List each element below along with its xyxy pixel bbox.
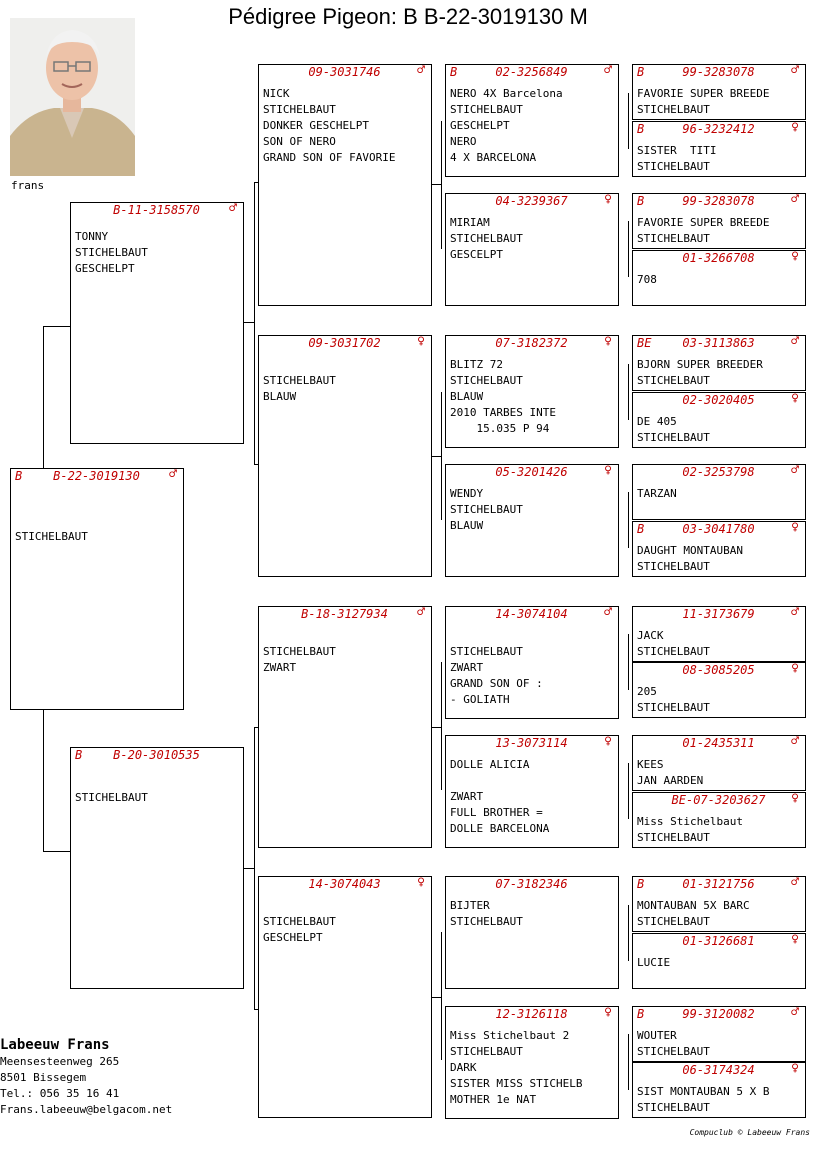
owner-phone: Tel.: 056 35 16 41 (0, 1087, 120, 1100)
pigeon-details (75, 774, 241, 806)
detail-line: NICK (263, 87, 290, 100)
ring-prefix: B (450, 65, 458, 79)
detail-line: DAUGHT MONTAUBAN (637, 544, 743, 557)
pigeon-subject (10, 468, 184, 710)
detail-line (263, 898, 429, 914)
female-symbol-icon: ♀ (791, 120, 799, 135)
ring-number: B-20-3010535 (113, 748, 200, 762)
detail-line: STICHELBAUT (637, 232, 710, 245)
pigeon-details (450, 898, 616, 930)
pigeon-details (263, 898, 429, 946)
connector (628, 492, 629, 548)
pigeon-details (637, 143, 803, 175)
ring-number: 07-3182372 (495, 336, 568, 350)
detail-line: STICHELBAUT (75, 791, 148, 804)
detail-line: BJORN SUPER BREEDER (637, 358, 763, 371)
detail-line: STICHELBAUT (450, 503, 523, 516)
connector (628, 905, 629, 961)
pigeon-details (450, 1028, 616, 1108)
pigeon-gen4 (632, 1006, 806, 1062)
owner-photo (10, 18, 135, 176)
detail-line: ZWART (450, 790, 484, 803)
pigeon-details (637, 814, 803, 846)
detail-line: TONNY (75, 230, 109, 243)
ring-number: B-22-3019130 (53, 469, 140, 483)
detail-line: STICHELBAUT (637, 374, 710, 387)
pigeon-sire-dam (258, 335, 432, 577)
pigeon-details (637, 272, 803, 288)
female-symbol-icon: ♀ (791, 932, 799, 947)
pigeon-dam-dam-sire (445, 876, 619, 989)
detail-line: 708 (637, 273, 657, 286)
owner-address: Meensesteenweg 265 (0, 1055, 120, 1068)
detail-line: - GOLIATH (450, 693, 510, 706)
pigeon-details (263, 86, 429, 166)
connector (431, 997, 441, 998)
pigeon-details (263, 628, 429, 676)
ring-number: 96-3232412 (682, 122, 755, 136)
detail-line (263, 357, 429, 373)
detail-line: MONTAUBAN 5X BARC (637, 899, 750, 912)
pigeon-details (450, 357, 616, 437)
detail-line: STICHELBAUT (637, 1045, 710, 1058)
connector (441, 121, 442, 249)
connector (431, 456, 441, 457)
ring-prefix: B (75, 748, 83, 762)
ring-number: 04-3239367 (495, 194, 568, 208)
detail-line (15, 513, 181, 529)
detail-line: NERO (450, 135, 477, 148)
detail-line (263, 628, 429, 644)
detail-line: STICHELBAUT (637, 160, 710, 173)
pigeon-gen4 (632, 193, 806, 249)
detail-line: FAVORIE SUPER BREEDE (637, 87, 770, 100)
detail-line: JAN AARDEN (637, 774, 704, 787)
detail-line: BLAUW (450, 390, 484, 403)
connector (43, 326, 44, 468)
detail-line: BIJTER (450, 899, 490, 912)
ring-number: 99-3120082 (682, 1007, 755, 1021)
detail-line: STICHELBAUT (637, 103, 710, 116)
ring-prefix: B (637, 1007, 645, 1021)
detail-line: STICHELBAUT (263, 915, 336, 928)
male-symbol-icon: ♂ (791, 875, 799, 890)
detail-line: GESCHELPT (263, 931, 323, 944)
detail-line: SIST MONTAUBAN 5 X B (637, 1085, 770, 1098)
detail-line: GRAND SON OF : (450, 677, 543, 690)
ring-prefix: B (637, 194, 645, 208)
pigeon-gen4 (632, 64, 806, 120)
detail-line: DONKER GESCHELPT (263, 119, 369, 132)
photo-label: frans (11, 179, 45, 192)
detail-line: 4 X BARCELONA (450, 151, 537, 164)
pigeon-dam-dam-dam (445, 1006, 619, 1119)
pigeon-details (637, 486, 803, 502)
pigeon-details (263, 357, 429, 405)
pigeon-dam-sire-dam (445, 735, 619, 848)
ring-number: BE-07-3203627 (671, 793, 766, 807)
detail-line: STICHELBAUT (637, 560, 710, 573)
connector (43, 326, 70, 327)
connector (243, 322, 254, 323)
pigeon-details (637, 414, 803, 446)
pigeon-gen4 (632, 662, 806, 718)
detail-line: MOTHER 1e NAT (450, 1093, 537, 1106)
male-symbol-icon: ♂ (791, 334, 799, 349)
female-symbol-icon: ♀ (604, 463, 612, 478)
detail-line: DARK (450, 1061, 477, 1074)
pigeon-details (450, 86, 616, 166)
pigeon-details (75, 229, 241, 277)
detail-line: STICHELBAUT (450, 374, 523, 387)
pigeon-gen4 (632, 792, 806, 848)
ring-number: 01-3121756 (682, 877, 755, 891)
pigeon-details (637, 757, 803, 789)
male-symbol-icon: ♂ (791, 605, 799, 620)
detail-line: 2010 TARBES INTE (450, 406, 556, 419)
pigeon-details (637, 543, 803, 575)
connector (431, 184, 441, 185)
connector (628, 221, 629, 277)
ring-number: 07-3182346 (495, 877, 568, 891)
male-symbol-icon: ♂ (229, 201, 237, 216)
male-symbol-icon: ♂ (791, 734, 799, 749)
detail-line: STICHELBAUT (637, 915, 710, 928)
pigeon-sire-sire (258, 64, 432, 306)
ring-number: 14-3074043 (308, 877, 381, 891)
detail-line: ZWART (263, 661, 297, 674)
connector (628, 634, 629, 690)
detail-line: STICHELBAUT (263, 103, 336, 116)
pigeon-gen4 (632, 250, 806, 306)
detail-line: BLAUW (450, 519, 484, 532)
ring-number: 02-3256849 (495, 65, 568, 79)
male-symbol-icon: ♂ (417, 605, 425, 620)
detail-line: STICHELBAUT (263, 374, 336, 387)
connector (254, 182, 255, 464)
pigeon-details (637, 684, 803, 716)
owner-city: 8501 Bissegem (0, 1071, 87, 1084)
detail-line: STICHELBAUT (450, 232, 523, 245)
connector (43, 851, 70, 852)
female-symbol-icon: ♀ (417, 334, 425, 349)
owner-info (0, 1036, 172, 1118)
detail-line: STICHELBAUT (15, 530, 88, 543)
pigeon-sire-sire-dam (445, 193, 619, 306)
pigeon-details (637, 1084, 803, 1116)
pigeon-dam-sire (258, 606, 432, 848)
detail-line: STICHELBAUT (637, 431, 710, 444)
female-symbol-icon: ♀ (791, 520, 799, 535)
pigeon-gen4 (632, 392, 806, 448)
pigeon-gen4 (632, 121, 806, 177)
male-symbol-icon: ♂ (604, 63, 612, 78)
connector (43, 710, 44, 851)
ring-number: 99-3283078 (682, 194, 755, 208)
connector (628, 364, 629, 420)
detail-line: STICHELBAUT (637, 831, 710, 844)
detail-line: STICHELBAUT (450, 915, 523, 928)
connector (628, 763, 629, 819)
pigeon-details (637, 215, 803, 247)
male-symbol-icon: ♂ (791, 463, 799, 478)
pigeon-details (450, 486, 616, 534)
detail-line: Miss Stichelbaut 2 (450, 1029, 570, 1042)
detail-line: GESCHELPT (450, 119, 510, 132)
owner-email: Frans.labeeuw@belgacom.net (0, 1103, 173, 1116)
copyright: Compuclub © Labeeuw Frans (689, 1128, 810, 1137)
ring-number: 08-3085205 (682, 663, 755, 677)
detail-line (450, 628, 616, 644)
ring-prefix: BE (637, 336, 652, 350)
detail-line: STICHELBAUT (637, 1101, 710, 1114)
connector (431, 727, 441, 728)
pigeon-gen4 (632, 933, 806, 989)
pigeon-sire-dam-sire (445, 335, 619, 448)
page-title: Pédigree Pigeon: B B-22-3019130 M (228, 4, 588, 29)
male-symbol-icon: ♂ (169, 467, 177, 482)
ring-prefix: B (637, 122, 645, 136)
pigeon-details (637, 628, 803, 660)
detail-line: SISTER MISS STICHELB (450, 1077, 583, 1090)
detail-line: JACK (637, 629, 664, 642)
pigeon-details (15, 513, 181, 545)
ring-number: 12-3126118 (495, 1007, 568, 1021)
pigeon-sire (70, 202, 244, 444)
detail-line: STICHELBAUT (75, 246, 148, 259)
detail-line: BLAUW (263, 390, 297, 403)
ring-number: 02-3253798 (682, 465, 755, 479)
detail-line: TARZAN (637, 487, 677, 500)
detail-line: ZWART (450, 661, 484, 674)
pigeon-dam-dam (258, 876, 432, 1118)
pigeon-details (637, 955, 803, 971)
detail-line: DOLLE ALICIA (450, 758, 530, 771)
detail-line: STICHELBAUT (263, 645, 336, 658)
connector (441, 932, 442, 1060)
detail-line: KEES (637, 758, 664, 771)
pigeon-details (450, 757, 616, 837)
detail-line: DOLLE BARCELONA (450, 822, 550, 835)
connector (441, 662, 442, 790)
female-symbol-icon: ♀ (791, 249, 799, 264)
ring-number: 03-3113863 (682, 336, 755, 350)
male-symbol-icon: ♂ (417, 63, 425, 78)
pigeon-gen4 (632, 521, 806, 577)
ring-number: 06-3174324 (682, 1063, 755, 1077)
pigeon-gen4 (632, 735, 806, 791)
detail-line: SON OF NERO (263, 135, 336, 148)
pigeon-gen4 (632, 876, 806, 932)
detail-line: GESCELPT (450, 248, 503, 261)
detail-line: STICHELBAUT (637, 645, 710, 658)
male-symbol-icon: ♂ (791, 63, 799, 78)
pigeon-details (637, 898, 803, 930)
female-symbol-icon: ♀ (604, 734, 612, 749)
detail-line: 15.035 P 94 (450, 422, 550, 435)
female-symbol-icon: ♀ (604, 192, 612, 207)
detail-line: STICHELBAUT (450, 103, 523, 116)
female-symbol-icon: ♀ (791, 1061, 799, 1076)
ring-number: 01-3266708 (682, 251, 755, 265)
connector (628, 93, 629, 149)
ring-number: 13-3073114 (495, 736, 568, 750)
connector (441, 392, 442, 520)
ring-number: 01-3126681 (682, 934, 755, 948)
connector (254, 727, 255, 1009)
ring-number: 09-3031746 (308, 65, 381, 79)
detail-line (75, 774, 241, 790)
detail-line: FAVORIE SUPER BREEDE (637, 216, 770, 229)
detail-line (450, 773, 616, 789)
detail-line: STICHELBAUT (450, 645, 523, 658)
ring-number: 14-3074104 (495, 607, 568, 621)
detail-line: FULL BROTHER = (450, 806, 543, 819)
pigeon-sire-sire-sire (445, 64, 619, 177)
ring-number: 01-2435311 (682, 736, 755, 750)
pigeon-gen4 (632, 606, 806, 662)
ring-prefix: B (637, 877, 645, 891)
female-symbol-icon: ♀ (417, 875, 425, 890)
detail-line: DE 405 (637, 415, 677, 428)
ring-number: B-11-3158570 (113, 203, 200, 217)
detail-line: WOUTER (637, 1029, 677, 1042)
detail-line: NERO 4X Barcelona (450, 87, 563, 100)
detail-line: 205 (637, 685, 657, 698)
pigeon-details (450, 215, 616, 263)
pigeon-details (637, 357, 803, 389)
detail-line: SISTER TITI (637, 144, 717, 157)
female-symbol-icon: ♀ (604, 334, 612, 349)
detail-line: BLITZ 72 (450, 358, 503, 371)
female-symbol-icon: ♀ (604, 1005, 612, 1020)
owner-name: Labeeuw Frans (0, 1037, 110, 1053)
pigeon-dam (70, 747, 244, 989)
connector (628, 1034, 629, 1090)
detail-line: STICHELBAUT (450, 1045, 523, 1058)
connector (243, 868, 254, 869)
ring-prefix: B (637, 522, 645, 536)
male-symbol-icon: ♂ (791, 1005, 799, 1020)
male-symbol-icon: ♂ (604, 605, 612, 620)
ring-number: B-18-3127934 (301, 607, 388, 621)
ring-number: 11-3173679 (682, 607, 755, 621)
detail-line: GESCHELPT (75, 262, 135, 275)
detail-line: MIRIAM (450, 216, 490, 229)
pigeon-details (450, 628, 616, 708)
female-symbol-icon: ♀ (791, 791, 799, 806)
ring-prefix: B (15, 469, 23, 483)
pigeon-gen4 (632, 464, 806, 520)
detail-line: STICHELBAUT (637, 701, 710, 714)
detail-line: WENDY (450, 487, 484, 500)
ring-number: 05-3201426 (495, 465, 568, 479)
pigeon-details (637, 86, 803, 118)
male-symbol-icon: ♂ (791, 192, 799, 207)
ring-number: 99-3283078 (682, 65, 755, 79)
ring-number: 03-3041780 (682, 522, 755, 536)
pigeon-details (637, 1028, 803, 1060)
ring-number: 09-3031702 (308, 336, 381, 350)
pigeon-sire-dam-dam (445, 464, 619, 577)
female-symbol-icon: ♀ (791, 661, 799, 676)
pigeon-gen4 (632, 1062, 806, 1118)
detail-line: GRAND SON OF FAVORIE (263, 151, 396, 164)
detail-line: LUCIE (637, 956, 671, 969)
female-symbol-icon: ♀ (791, 391, 799, 406)
pigeon-gen4 (632, 335, 806, 391)
ring-number: 02-3020405 (682, 393, 755, 407)
pigeon-dam-sire-sire (445, 606, 619, 719)
detail-line: Miss Stichelbaut (637, 815, 743, 828)
ring-prefix: B (637, 65, 645, 79)
